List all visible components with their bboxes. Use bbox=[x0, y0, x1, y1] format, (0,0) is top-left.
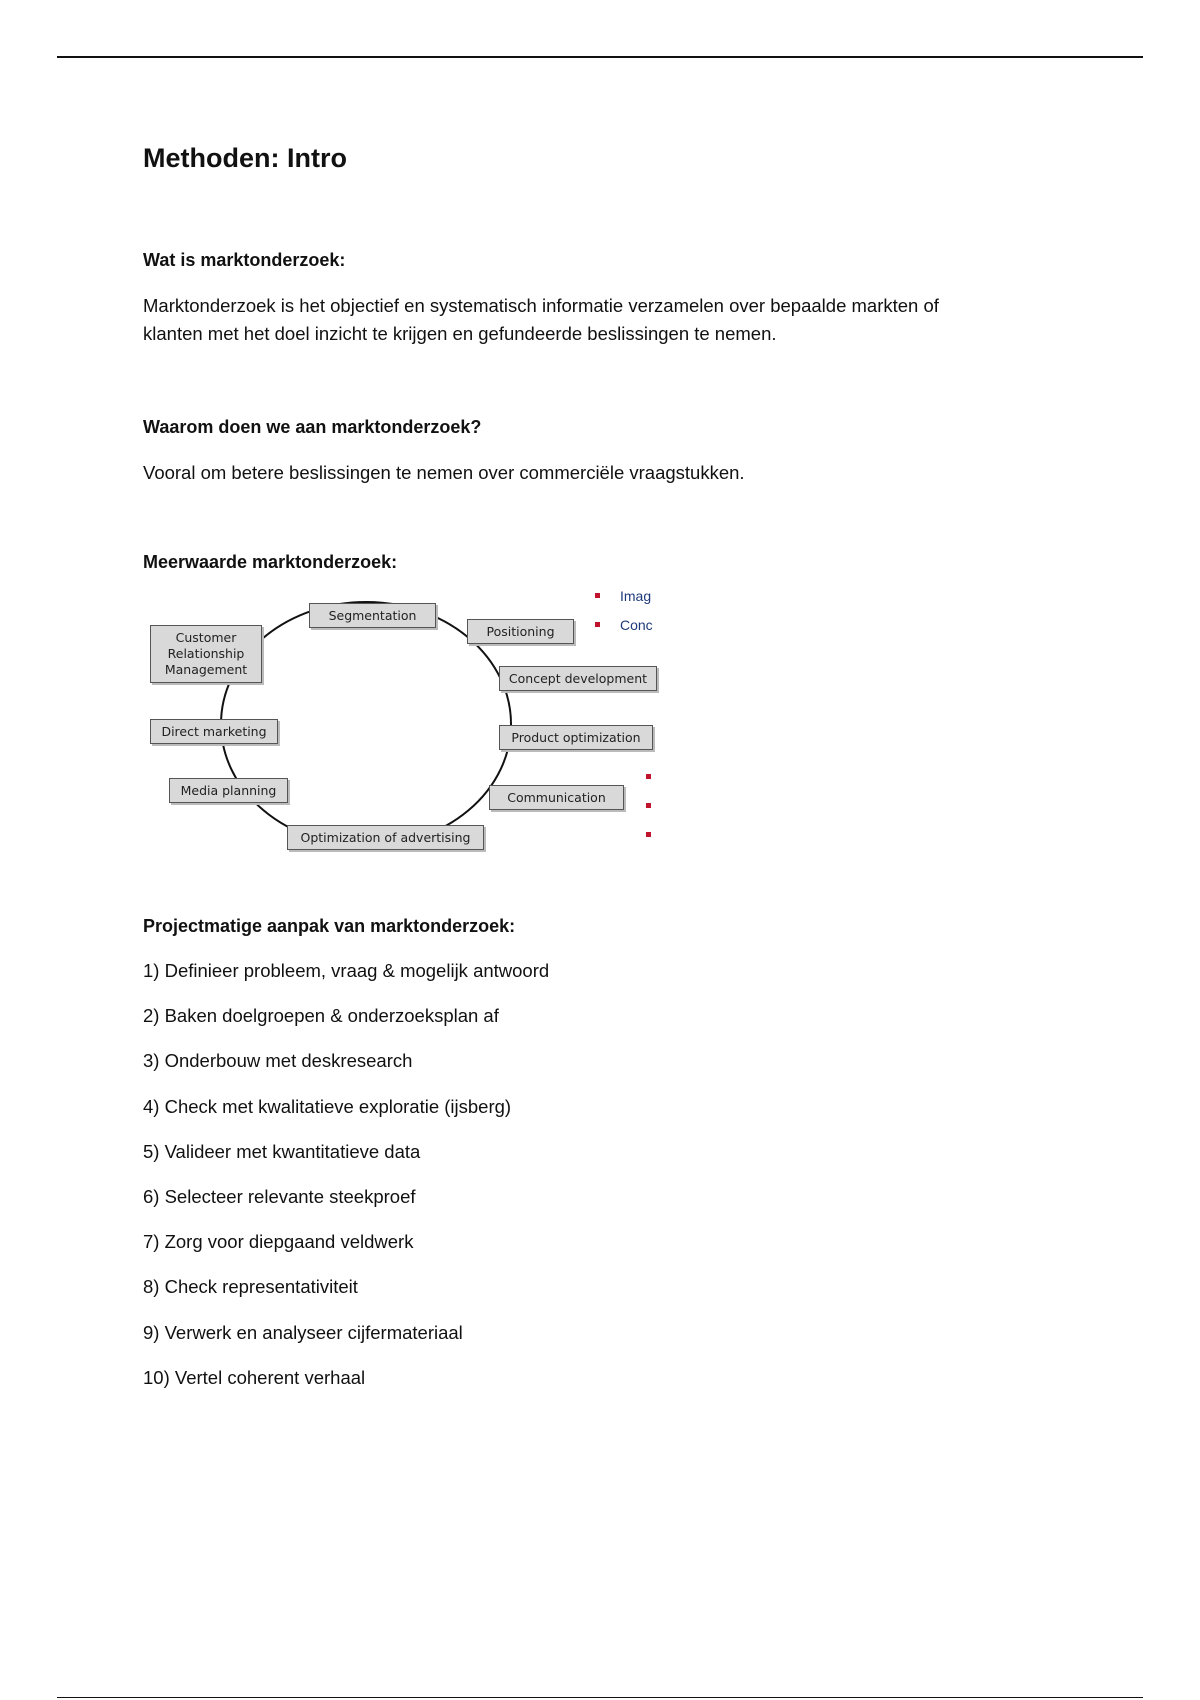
paragraph-what bbox=[143, 292, 1083, 348]
side-list-item-2: Conc bbox=[620, 617, 653, 633]
bullet-marker bbox=[646, 832, 651, 837]
paragraph-what-line2: klanten met het doel inzicht te krijgen en gefundeerde beslissingen te nemen. bbox=[143, 323, 777, 344]
bottom-rule bbox=[57, 1697, 1143, 1698]
node-segmentation: Segmentation bbox=[309, 603, 436, 628]
paragraph-why: Vooral om betere beslissingen te nemen over commerciële vraagstukken. bbox=[143, 462, 745, 483]
list-item: 3) Onderbouw met deskresearch bbox=[143, 1050, 413, 1072]
heading-why: Waarom doen we aan marktonderzoek? bbox=[143, 417, 482, 437]
node-crm-line3: Management bbox=[164, 662, 248, 677]
list-item: 9) Verwerk en analyseer cijfermateriaal bbox=[143, 1321, 463, 1343]
node-media-planning: Media planning bbox=[169, 778, 288, 803]
node-crm-line1: Customer bbox=[175, 630, 237, 645]
node-crm-line2: Relationship bbox=[167, 646, 245, 661]
bullet-marker bbox=[595, 622, 600, 627]
bullet-marker bbox=[646, 803, 651, 808]
market-research-cycle-diagram bbox=[147, 588, 667, 850]
approach-steps-list bbox=[143, 957, 549, 1409]
node-communication: Communication bbox=[489, 785, 624, 810]
node-optimization-of-advertising: Optimization of advertising bbox=[287, 825, 484, 850]
bullet-marker bbox=[646, 774, 651, 779]
node-product-optimization: Product optimization bbox=[499, 725, 653, 750]
node-positioning: Positioning bbox=[467, 619, 574, 644]
heading-what: Wat is marktonderzoek: bbox=[143, 250, 346, 270]
page-title: Methoden: Intro bbox=[143, 143, 347, 173]
node-direct-marketing: Direct marketing bbox=[150, 719, 278, 744]
side-list-item-1: Imag bbox=[620, 588, 652, 604]
list-item: 2) Baken doelgroepen & onderzoeksplan af bbox=[143, 1005, 499, 1027]
list-item: 1) Definieer probleem, vraag & mogelijk antwoord bbox=[143, 960, 550, 981]
list-item: 7) Zorg voor diepgaand veldwerk bbox=[143, 1231, 414, 1253]
bullet-marker bbox=[595, 593, 600, 598]
list-item: 8) Check representativiteit bbox=[143, 1276, 358, 1298]
top-rule bbox=[57, 56, 1143, 58]
list-item: 5) Valideer met kwantitatieve data bbox=[143, 1140, 421, 1162]
heading-approach: Projectmatige aanpak van marktonderzoek: bbox=[143, 916, 516, 936]
list-item: 4) Check met kwalitatieve exploratie (ijsberg) bbox=[143, 1095, 512, 1117]
list-item: 6) Selecteer relevante steekproef bbox=[143, 1185, 416, 1207]
list-item: 10) Vertel coherent verhaal bbox=[143, 1366, 366, 1388]
node-crm bbox=[150, 625, 262, 683]
node-concept-development: Concept development bbox=[499, 666, 657, 691]
heading-value: Meerwaarde marktonderzoek: bbox=[143, 552, 398, 572]
paragraph-what-line1: Marktonderzoek is het objectief en systematisch informatie verzamelen over bepaalde markten of bbox=[143, 295, 939, 316]
